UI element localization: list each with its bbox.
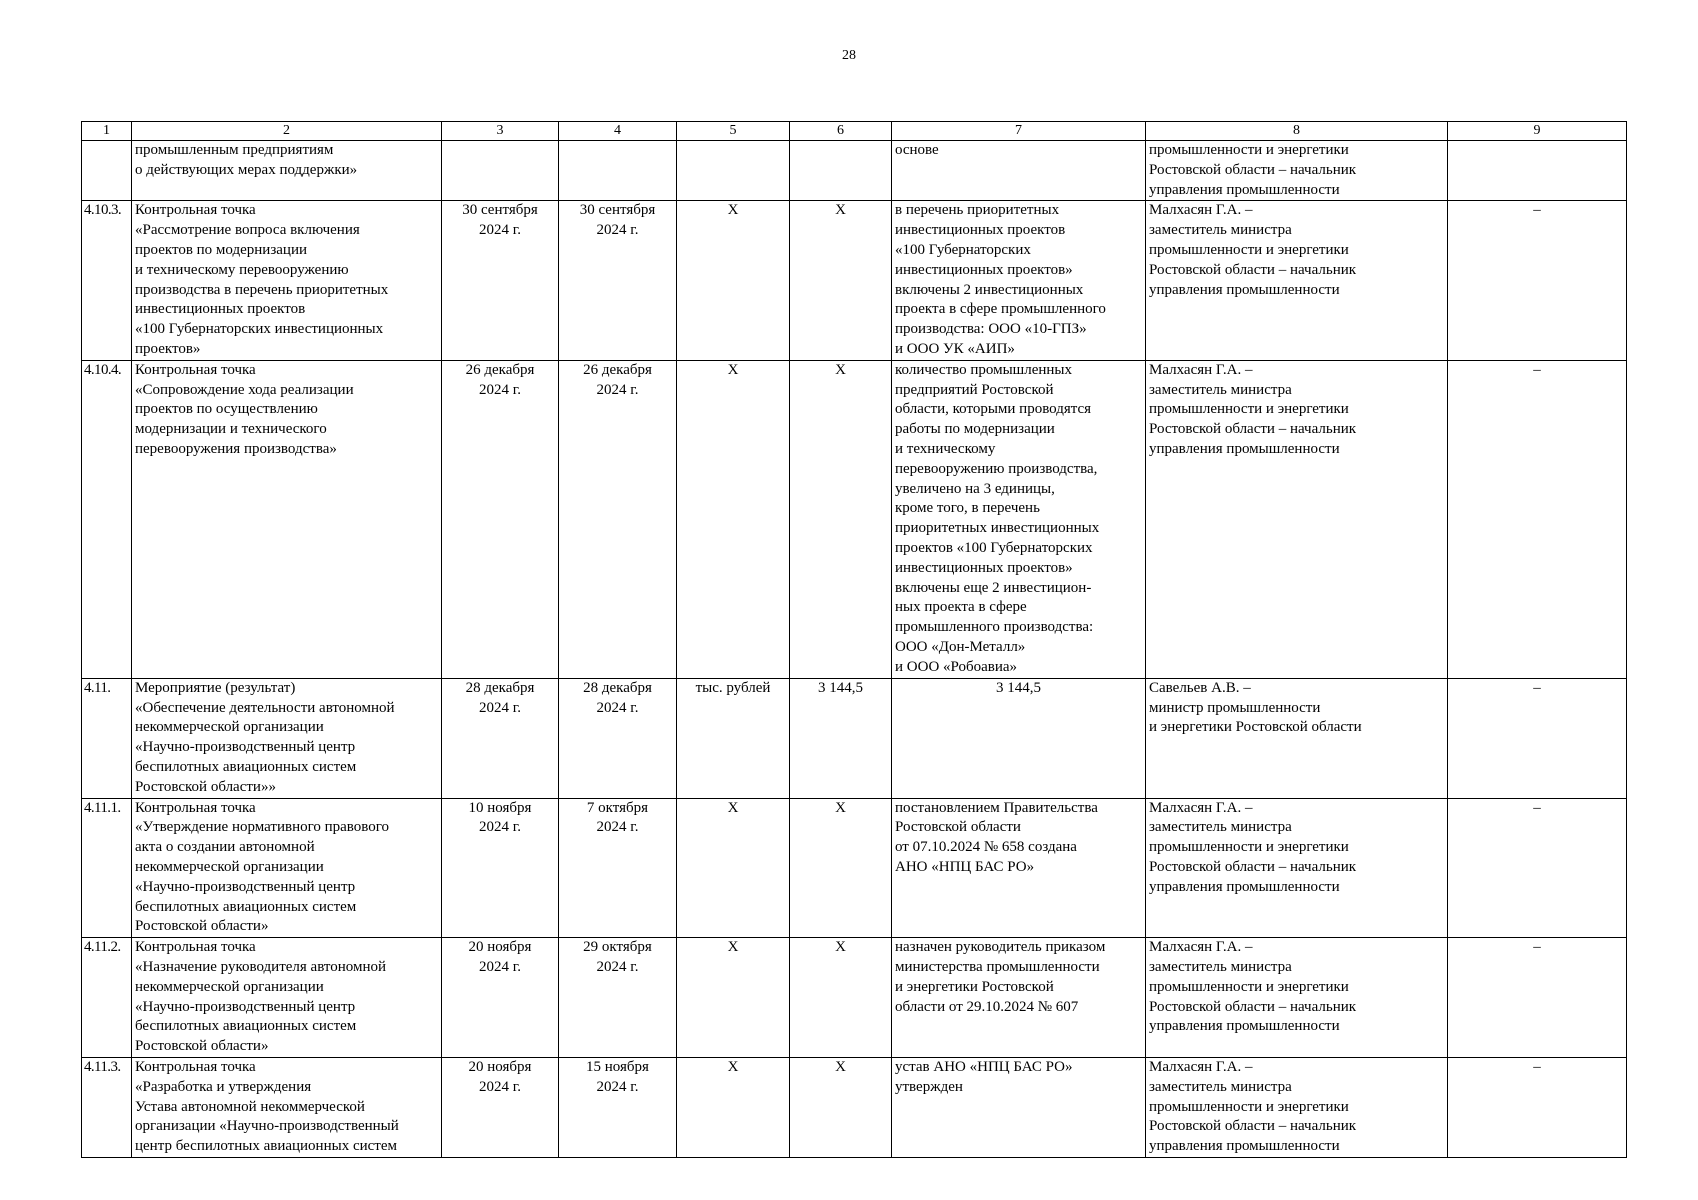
- table-row: [82, 360, 1627, 678]
- note-cell: –: [1448, 360, 1627, 678]
- result-cell: постановлением Правительства Ростовской области от 07.10.2024 № 658 создана АНО «НПЦ БАС РО»: [892, 798, 1146, 938]
- note-cell: –: [1448, 1057, 1627, 1157]
- note-cell: –: [1448, 938, 1627, 1058]
- result-cell: назначен руководитель приказом министерства промышленности и энергетики Ростовской области от 29.10.2024 № 607: [892, 938, 1146, 1058]
- plan-date-cell: 28 декабря 2024 г.: [442, 678, 559, 798]
- plan-value-cell: [790, 141, 892, 201]
- responsible-cell: промышленности и энергетики Ростовской области – начальник управления промышленности: [1146, 141, 1448, 201]
- table-row: [82, 141, 1627, 201]
- table-row: [82, 678, 1627, 798]
- note-cell: –: [1448, 201, 1627, 360]
- column-number: 2: [132, 122, 442, 141]
- note-cell: –: [1448, 678, 1627, 798]
- responsible-cell: Малхасян Г.А. – заместитель министра промышленности и энергетики Ростовской области – начальник управления промышленности: [1146, 360, 1448, 678]
- result-cell: количество промышленных предприятий Ростовской области, которыми проводятся работы по модернизации и техническому перевооружению производства, увеличено на 3 единицы, кроме того, в перечень приоритетных инвестиционных проектов «100 Губернаторских инвестиционных проектов» включены еще 2 инвестицион- ных проекта в сфере промышленного производства: ООО «Дон-Металл» и ООО «Робоавиа»: [892, 360, 1146, 678]
- note-cell: –: [1448, 798, 1627, 938]
- event-name-cell: Контрольная точка «Рассмотрение вопроса включения проектов по модернизации и техническому перевооружению производства в перечень приоритетных инвестиционных проектов «100 Губернаторских инвестиционных проектов»: [132, 201, 442, 360]
- row-number-cell: 4.11.3.: [82, 1057, 132, 1157]
- plan-date-cell: 26 декабря 2024 г.: [442, 360, 559, 678]
- fact-date-cell: [559, 141, 677, 201]
- event-name-cell: Мероприятие (результат) «Обеспечение деятельности автономной некоммерческой организации «Научно-производственный центр беспилотных авиационных систем Ростовской области»»: [132, 678, 442, 798]
- row-number-cell: 4.11.1.: [82, 798, 132, 938]
- fact-date-cell: 29 октября 2024 г.: [559, 938, 677, 1058]
- fact-date-cell: 26 декабря 2024 г.: [559, 360, 677, 678]
- row-number-cell: [82, 141, 132, 201]
- result-cell: в перечень приоритетных инвестиционных проектов «100 Губернаторских инвестиционных проектов» включены 2 инвестиционных проекта в сфере промышленного производства: ООО «10-ГПЗ» и ООО УК «АИП»: [892, 201, 1146, 360]
- column-number: 5: [677, 122, 790, 141]
- note-cell: [1448, 141, 1627, 201]
- row-number-cell: 4.10.4.: [82, 360, 132, 678]
- unit-cell: X: [677, 201, 790, 360]
- responsible-cell: Малхасян Г.А. – заместитель министра промышленности и энергетики Ростовской области – начальник управления промышленности: [1146, 798, 1448, 938]
- column-number: 9: [1448, 122, 1627, 141]
- column-number: 8: [1146, 122, 1448, 141]
- result-cell: основе: [892, 141, 1146, 201]
- fact-date-cell: 28 декабря 2024 г.: [559, 678, 677, 798]
- plan-value-cell: X: [790, 798, 892, 938]
- column-number: 1: [82, 122, 132, 141]
- column-number-row: [82, 122, 1627, 141]
- responsible-cell: Малхасян Г.А. – заместитель министра промышленности и энергетики Ростовской области – начальник управления промышленности: [1146, 1057, 1448, 1157]
- plan-value-cell: X: [790, 201, 892, 360]
- result-cell: 3 144,5: [892, 678, 1146, 798]
- unit-cell: X: [677, 1057, 790, 1157]
- page-number: 28: [842, 48, 856, 63]
- event-name-cell: Контрольная точка «Утверждение нормативного правового акта о создании автономной некоммерческой организации «Научно-производственный центр беспилотных авиационных систем Ростовской области»: [132, 798, 442, 938]
- column-number: 3: [442, 122, 559, 141]
- table-row: [82, 798, 1627, 938]
- plan-date-cell: 20 ноября 2024 г.: [442, 1057, 559, 1157]
- plan-date-cell: 20 ноября 2024 г.: [442, 938, 559, 1058]
- plan-date-cell: 10 ноября 2024 г.: [442, 798, 559, 938]
- event-name-cell: Контрольная точка «Сопровождение хода реализации проектов по осуществлению модернизации и технического перевооружения производства»: [132, 360, 442, 678]
- plan-value-cell: X: [790, 938, 892, 1058]
- column-number: 4: [559, 122, 677, 141]
- result-cell: устав АНО «НПЦ БАС РО» утвержден: [892, 1057, 1146, 1157]
- unit-cell: X: [677, 360, 790, 678]
- table-row: [82, 1057, 1627, 1157]
- plan-date-cell: [442, 141, 559, 201]
- responsible-cell: Малхасян Г.А. – заместитель министра промышленности и энергетики Ростовской области – начальник управления промышленности: [1146, 201, 1448, 360]
- plan-value-cell: 3 144,5: [790, 678, 892, 798]
- row-number-cell: 4.11.: [82, 678, 132, 798]
- unit-cell: X: [677, 938, 790, 1058]
- unit-cell: X: [677, 798, 790, 938]
- fact-date-cell: 30 сентября 2024 г.: [559, 201, 677, 360]
- event-name-cell: промышленным предприятиям о действующих мерах поддержки»: [132, 141, 442, 201]
- table-row: [82, 201, 1627, 360]
- plan-value-cell: X: [790, 360, 892, 678]
- row-number-cell: 4.11.2.: [82, 938, 132, 1058]
- responsible-cell: Малхасян Г.А. – заместитель министра промышленности и энергетики Ростовской области – начальник управления промышленности: [1146, 938, 1448, 1058]
- responsible-cell: Савельев А.В. – министр промышленности и энергетики Ростовской области: [1146, 678, 1448, 798]
- row-number-cell: 4.10.3.: [82, 201, 132, 360]
- fact-date-cell: 7 октября 2024 г.: [559, 798, 677, 938]
- plan-value-cell: X: [790, 1057, 892, 1157]
- event-name-cell: Контрольная точка «Разработка и утверждения Устава автономной некоммерческой организации «Научно-производственный центр беспилотных авиационных систем: [132, 1057, 442, 1157]
- fact-date-cell: 15 ноября 2024 г.: [559, 1057, 677, 1157]
- column-number: 7: [892, 122, 1146, 141]
- report-table: [81, 121, 1627, 1158]
- event-name-cell: Контрольная точка «Назначение руководителя автономной некоммерческой организации «Научно-производственный центр беспилотных авиационных систем Ростовской области»: [132, 938, 442, 1058]
- unit-cell: тыс. рублей: [677, 678, 790, 798]
- unit-cell: [677, 141, 790, 201]
- table-row: [82, 938, 1627, 1058]
- column-number: 6: [790, 122, 892, 141]
- plan-date-cell: 30 сентября 2024 г.: [442, 201, 559, 360]
